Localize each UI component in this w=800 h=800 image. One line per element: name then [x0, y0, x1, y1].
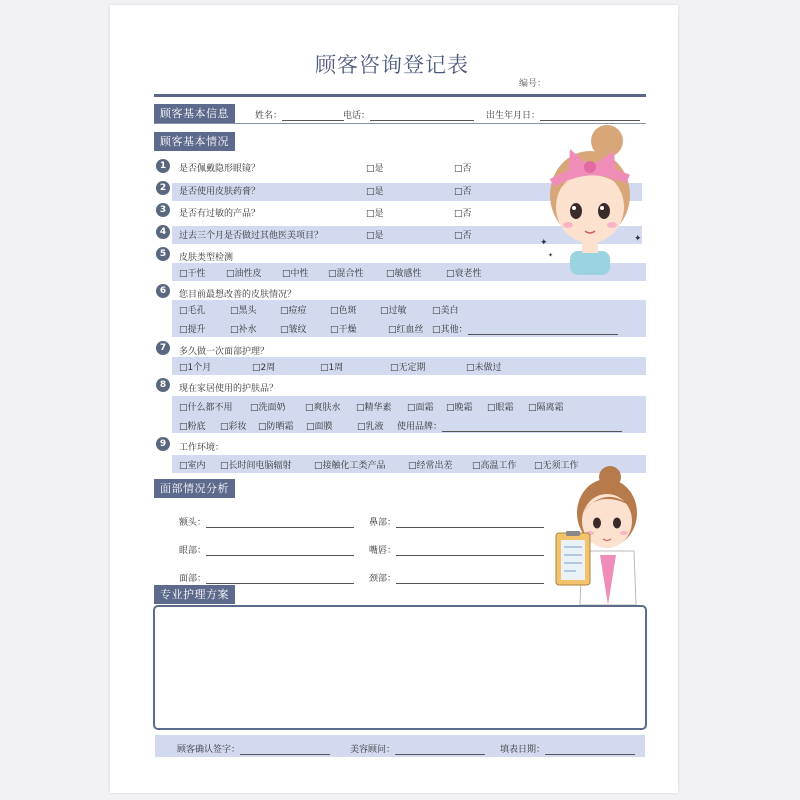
consultation-form-sheet	[110, 5, 678, 793]
question-number-badge: 1	[156, 159, 170, 173]
option-biweekly[interactable]: □2周	[252, 363, 276, 373]
section-tag-care-plan: 专业护理方案	[154, 585, 235, 604]
question-number-badge: 2	[156, 181, 170, 195]
option-yes[interactable]: □是	[366, 231, 384, 241]
option-sunscreen[interactable]: □防晒霜	[258, 422, 294, 432]
option-high-temperature[interactable]: □高温工作	[472, 461, 517, 471]
name-field[interactable]: 姓名：	[255, 108, 344, 121]
care-plan-textarea[interactable]	[153, 605, 647, 730]
option-cleanser[interactable]: □洗面奶	[250, 403, 286, 413]
option-pores[interactable]: □毛孔	[179, 306, 206, 316]
option-essence[interactable]: □精华素	[356, 403, 392, 413]
option-allergy[interactable]: □过敏	[380, 306, 407, 316]
question-text: 过去三个月是否做过其他医美项目？	[179, 231, 324, 241]
question-number-badge: 6	[156, 284, 170, 298]
option-eye-cream[interactable]: □眼霜	[487, 403, 514, 413]
svg-text:✦: ✦	[548, 252, 554, 259]
option-no[interactable]: □否	[454, 231, 472, 241]
option-weekly[interactable]: □1周	[320, 363, 344, 373]
option-no[interactable]: □否	[454, 164, 472, 174]
option-irregular[interactable]: □无定期	[390, 363, 426, 373]
cartoon-girl-clipboard-illustration	[552, 465, 652, 605]
option-other[interactable]: □其他：	[432, 322, 618, 335]
question-number-badge: 7	[156, 341, 170, 355]
title-divider	[154, 94, 646, 97]
nose-field[interactable]: 鼻部：	[369, 515, 544, 528]
phone-field[interactable]: 电话：	[343, 108, 474, 121]
question-number-badge: 3	[156, 203, 170, 217]
option-redness[interactable]: □红血丝	[388, 325, 424, 335]
option-monthly[interactable]: □1个月	[179, 363, 212, 373]
serial-number-field[interactable]: 编号：	[519, 79, 547, 89]
option-oily-skin[interactable]: □油性皮	[226, 269, 262, 279]
question-number-badge: 4	[156, 225, 170, 239]
option-wrinkles[interactable]: □皱纹	[280, 325, 307, 335]
option-dry-skin[interactable]: □干性	[179, 269, 206, 279]
option-chemical-contact[interactable]: □接触化工类产品	[314, 461, 386, 471]
option-dryness[interactable]: □干燥	[330, 325, 357, 335]
customer-signature-field[interactable]: 顾客确认签字：	[177, 742, 330, 755]
option-acne[interactable]: □痘痘	[280, 306, 307, 316]
option-mask[interactable]: □面膜	[306, 422, 333, 432]
birthday-field[interactable]: 出生年月日：	[486, 108, 640, 121]
option-computer-radiation[interactable]: □长时间电脑辐射	[220, 461, 292, 471]
option-face-cream[interactable]: □面霜	[407, 403, 434, 413]
question-text: 工作环境：	[179, 443, 225, 453]
option-no-work[interactable]: □无须工作	[534, 461, 579, 471]
svg-text:✦: ✦	[634, 234, 642, 244]
question-text: 您目前最想改善的皮肤情况？	[179, 290, 297, 300]
question-text: 是否有过敏的产品？	[179, 209, 261, 219]
beauty-consultant-field[interactable]: 美容顾问：	[350, 742, 485, 755]
question-number-badge: 8	[156, 378, 170, 392]
neck-field[interactable]: 颈部：	[369, 571, 544, 584]
section-tag-basic-info: 顾客基本信息	[154, 104, 235, 123]
section-tag-face-analysis: 面部情况分析	[154, 479, 235, 498]
option-aging-skin[interactable]: □衰老性	[446, 269, 482, 279]
option-no[interactable]: □否	[454, 187, 472, 197]
option-yes[interactable]: □是	[366, 187, 384, 197]
svg-text:✦: ✦	[540, 238, 548, 248]
option-foundation[interactable]: □粉底	[179, 422, 206, 432]
option-sensitive-skin[interactable]: □敏感性	[386, 269, 422, 279]
option-normal-skin[interactable]: □中性	[282, 269, 309, 279]
option-spots[interactable]: □色斑	[330, 306, 357, 316]
cartoon-girl-bow-illustration	[530, 123, 650, 275]
lips-field[interactable]: 嘴唇：	[369, 543, 544, 556]
option-toner[interactable]: □爽肤水	[305, 403, 341, 413]
question-text: 现在家居使用的护肤品？	[179, 384, 279, 394]
option-primer[interactable]: □隔离霜	[528, 403, 564, 413]
brand-used-field[interactable]: 使用品牌：	[397, 419, 622, 432]
eye-field[interactable]: 眼部：	[179, 543, 354, 556]
option-no[interactable]: □否	[454, 209, 472, 219]
option-yes[interactable]: □是	[366, 209, 384, 219]
option-indoor[interactable]: □室内	[179, 461, 206, 471]
option-nothing[interactable]: □什么都不用	[179, 403, 233, 413]
option-makeup[interactable]: □彩妆	[220, 422, 247, 432]
question-text: 多久做一次面部护理？	[179, 347, 270, 357]
question-text: 是否使用皮肤药膏？	[179, 187, 261, 197]
option-lifting[interactable]: □提升	[179, 325, 206, 335]
option-night-cream[interactable]: □晚霜	[446, 403, 473, 413]
option-never[interactable]: □未做过	[466, 363, 502, 373]
question-number-badge: 5	[156, 247, 170, 261]
face-field[interactable]: 面部：	[179, 571, 354, 584]
option-whitening[interactable]: □美白	[432, 306, 459, 316]
question-text: 皮肤类型检测	[179, 253, 234, 263]
option-yes[interactable]: □是	[366, 164, 384, 174]
question-text: 是否佩戴隐形眼镜？	[179, 164, 261, 174]
section-tag-basic-status: 顾客基本情况	[154, 132, 235, 151]
option-combination-skin[interactable]: □混合性	[328, 269, 364, 279]
fill-date-field[interactable]: 填表日期：	[500, 742, 635, 755]
option-business-travel[interactable]: □经常出差	[408, 461, 453, 471]
option-lotion[interactable]: □乳液	[357, 422, 384, 432]
forehead-field[interactable]: 额头：	[179, 515, 354, 528]
option-hydrating[interactable]: □补水	[230, 325, 257, 335]
form-title: 顾客咨询登记表	[315, 53, 469, 77]
option-blackheads[interactable]: □黑头	[230, 306, 257, 316]
question-number-badge: 9	[156, 437, 170, 451]
